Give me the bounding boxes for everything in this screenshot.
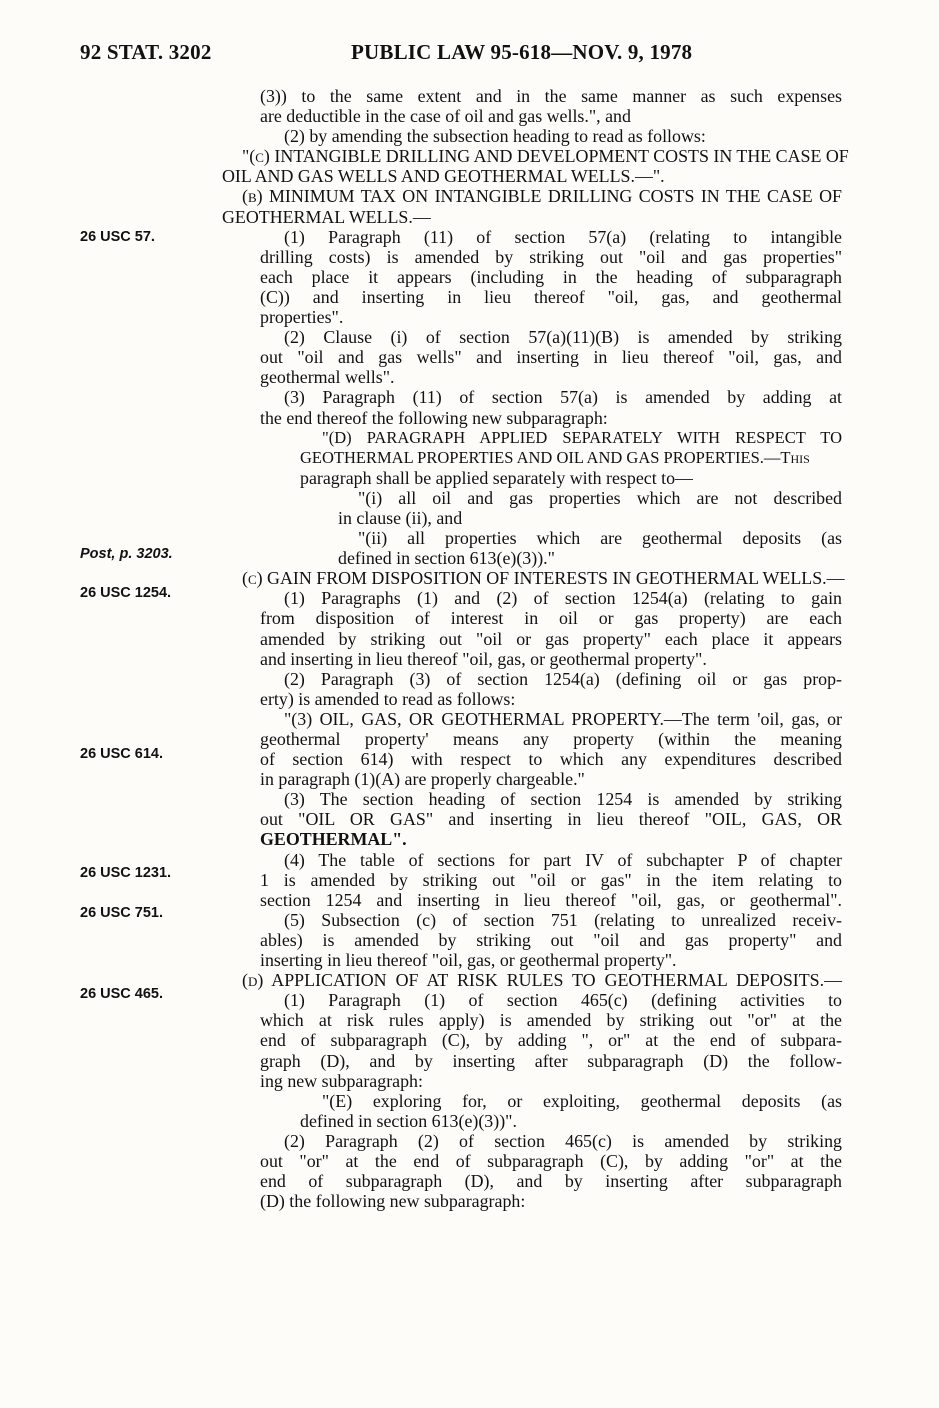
stat-page-number: 92 STAT. 3202 (80, 40, 212, 64)
text-line: "(ii) all properties which are geothermal deposits (as (358, 528, 842, 549)
text-line: (2) by amending the subsection heading to read as follows: (284, 126, 706, 147)
text-line: out "OIL OR GAS" and inserting in lieu thereof "OIL, GAS, OR (260, 809, 842, 830)
text-line: paragraph shall be applied separately with respect to— (300, 467, 693, 488)
text-line: (3) Paragraph (11) of section 57(a) is amended by adding at (284, 387, 842, 408)
text-line: GEOTHERMAL". (260, 829, 407, 850)
text-line: properties". (260, 307, 344, 328)
margin-note-post-p3203: Post, p. 3203. (80, 546, 173, 562)
text-line: geothermal property' means any property (within the meaning (260, 729, 842, 749)
running-title: PUBLIC LAW 95-618—NOV. 9, 1978 (351, 40, 693, 64)
text-line: geothermal wells". (260, 367, 395, 388)
section-heading-b: (b) MINIMUM TAX ON INTANGIBLE DRILLING COSTS IN THE CASE OF (242, 186, 842, 207)
text-line: end of subparagraph (C), by adding ", or" at the end of subpara- (260, 1030, 842, 1051)
margin-note-26-usc-1231: 26 USC 1231. (80, 865, 172, 881)
text-line: each place it appears (including in the heading of subparagraph (260, 266, 842, 287)
text-line: "(E) exploring for, or exploiting, geothermal deposits (as (322, 1090, 842, 1111)
text-line: graph (D), and by inserting after subparagraph (D) the follow- (260, 1050, 842, 1071)
text-line: ables) is amended by striking out "oil and gas property" and (260, 929, 842, 950)
text-line: (3) The section heading of section 1254 is amended by striking (284, 789, 842, 810)
text-line: out "or" at the end of subparagraph (C), by adding "or" at the (260, 1150, 842, 1171)
text-line: ing new subparagraph: (260, 1070, 423, 1091)
text-line: (5) Subsection (c) of section 751 (relating to unrealized receiv- (284, 909, 842, 930)
margin-note-26-usc-1254: 26 USC 1254. (80, 585, 172, 601)
text-line: "(D) PARAGRAPH APPLIED SEPARATELY WITH RESPECT TO (322, 427, 842, 447)
text-line: GEOTHERMAL PROPERTIES AND OIL AND GAS PROPERTIES.—This (300, 447, 810, 467)
text-line: amended by striking out "oil or gas property" each place it appears (260, 628, 842, 649)
text-line: 1 is amended by striking out "oil or gas" in the item relating to (260, 869, 842, 890)
text-line: (1) Paragraph (1) of section 465(c) (defining activities to (284, 990, 842, 1011)
text-line: in clause (ii), and (338, 507, 463, 528)
text-line: erty) is amended to read as follows: (260, 688, 516, 709)
text-line: (1) Paragraph (11) of section 57(a) (relating to intangible (284, 226, 842, 247)
text-line: end of subparagraph (D), and by inserting after subparagraph (260, 1171, 842, 1192)
text-line: OIL AND GAS WELLS AND GEOTHERMAL WELLS.—". (222, 166, 665, 187)
text-line: are deductible in the case of oil and gas wells.", and (260, 106, 631, 127)
text-line: (2) Clause (i) of section 57(a)(11)(B) is amended by striking (284, 327, 842, 348)
text-line: defined in section 613(e)(3))." (338, 548, 555, 569)
text-line: section 1254 and inserting in lieu thereof "oil, gas, or geothermal". (260, 889, 842, 910)
text-line: GEOTHERMAL WELLS.— (222, 206, 431, 227)
text-line: of section 614) with respect to which any expenditures described (260, 749, 842, 770)
margin-note-26-usc-614: 26 USC 614. (80, 746, 164, 762)
text-line: "(3) OIL, GAS, OR GEOTHERMAL PROPERTY.—The term 'oil, gas, or (284, 708, 842, 729)
text-line: (C)) and inserting in lieu thereof "oil, gas, and geothermal (260, 286, 842, 307)
text-line: inserting in lieu thereof "oil, gas, or geothermal property". (260, 950, 677, 971)
text-line: (3)) to the same extent and in the same manner as such expenses (260, 86, 842, 106)
text-line: the end thereof the following new subparagraph: (260, 407, 608, 428)
page-header (80, 40, 840, 70)
text-line: drilling costs) is amended by striking out "oil and gas properties" (260, 246, 842, 267)
text-line: from disposition of interest in oil or gas property) are each (260, 608, 842, 629)
text-line: out "oil and gas wells" and inserting in lieu thereof "oil, gas, and (260, 347, 842, 368)
text-line: in paragraph (1)(A) are properly chargeable." (260, 769, 585, 790)
text-line: (2) Paragraph (3) of section 1254(a) (defining oil or gas prop- (284, 668, 842, 689)
text-line: which at risk rules apply) is amended by striking out "or" at the (260, 1010, 842, 1031)
text-line: (1) Paragraphs (1) and (2) of section 1254(a) (relating to gain (284, 588, 842, 609)
statute-body (222, 86, 849, 1212)
text-line: (4) The table of sections for part IV of subchapter P of chapter (284, 849, 842, 870)
text-line: (2) Paragraph (2) of section 465(c) is amended by striking (284, 1130, 842, 1151)
text-line: (D) the following new subparagraph: (260, 1191, 526, 1212)
text-line: "(c) INTANGIBLE DRILLING AND DEVELOPMENT COSTS IN THE CASE OF (242, 146, 849, 167)
section-heading-c: (c) GAIN FROM DISPOSITION OF INTERESTS IN GEOTHERMAL WELLS.— (242, 568, 845, 589)
margin-note-26-usc-57: 26 USC 57. (80, 229, 155, 245)
text-line: and inserting in lieu thereof "oil, gas, or geothermal property". (260, 648, 707, 669)
margin-note-26-usc-465: 26 USC 465. (80, 986, 164, 1002)
section-heading-d: (d) APPLICATION OF AT RISK RULES TO GEOTHERMAL DEPOSITS.— (242, 970, 842, 991)
text-line: "(i) all oil and gas properties which are not described (358, 487, 842, 508)
text-line: defined in section 613(e)(3))". (300, 1110, 517, 1131)
margin-note-26-usc-751: 26 USC 751. (80, 905, 164, 921)
